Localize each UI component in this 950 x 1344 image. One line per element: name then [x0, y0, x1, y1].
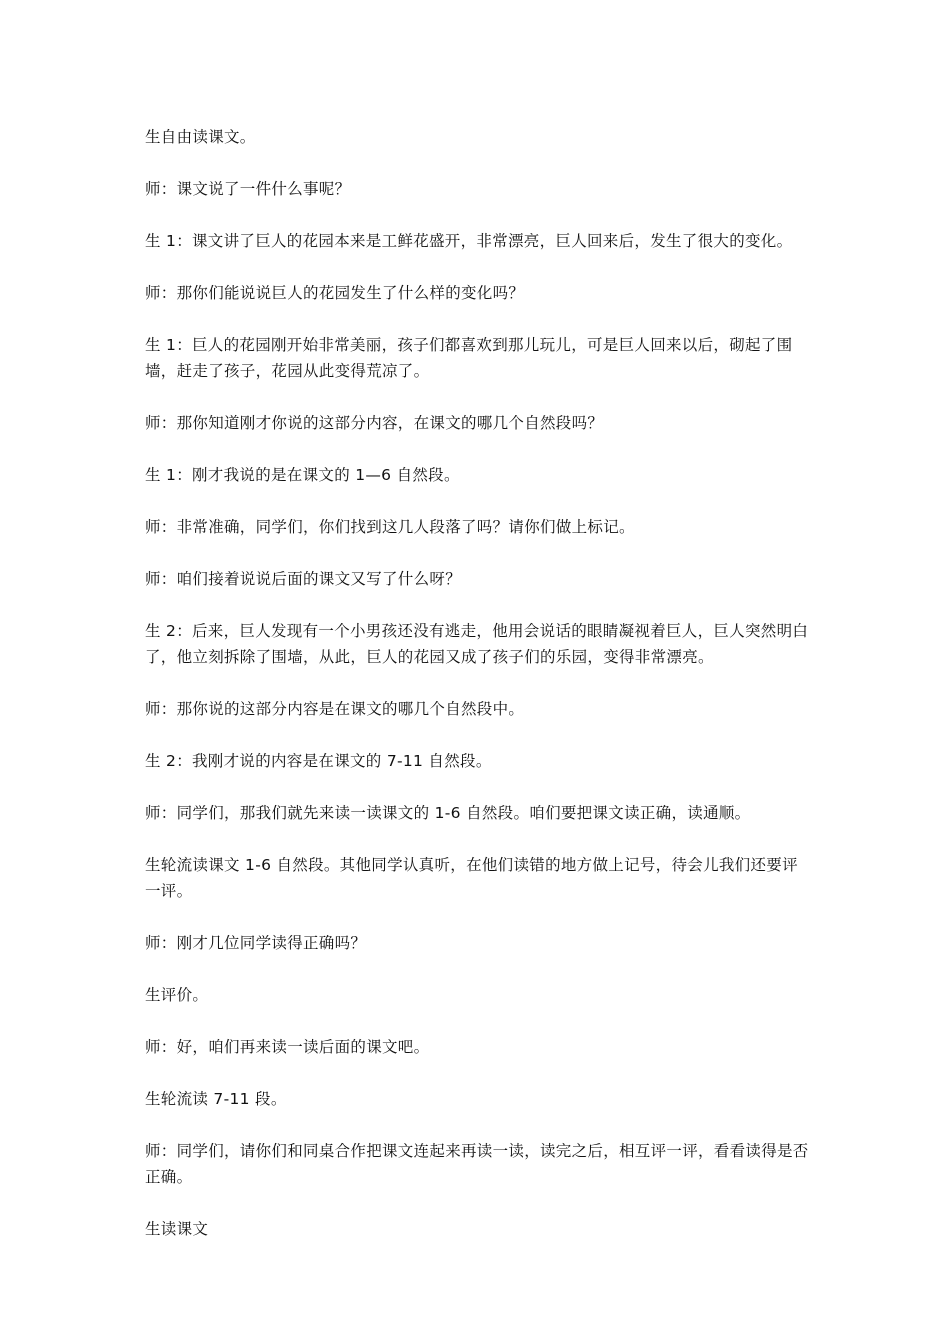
paragraph: 生 1：刚才我说的是在课文的 1—6 自然段。: [145, 466, 460, 484]
paragraph: 生 2：后来，巨人发现有一个小男孩还没有逃走，他用会说话的眼睛凝视着巨人，巨人突然明白了，他立刻拆除了围墙，从此，巨人的花园又成了孩子们的乐园，变得非常漂亮。: [145, 622, 809, 666]
paragraph: 师：好，咱们再来读一读后面的课文吧。: [145, 1038, 430, 1056]
paragraph: 生读课文: [145, 1220, 209, 1238]
paragraph: 生轮流读课文 1-6 自然段。其他同学认真听，在他们读错的地方做上记号，待会儿我们还要评一评。: [145, 856, 798, 900]
paragraph: 生轮流读 7-11 段。: [145, 1090, 287, 1108]
paragraph: 师：同学们，请你们和同桌合作把课文连起来再读一读，读完之后，相互评一评，看看读得是否正确。: [145, 1142, 809, 1186]
paragraph: 师：课文说了一件什么事呢？: [145, 180, 351, 198]
paragraph: 师：非常准确，同学们，你们找到这几人段落了吗？请你们做上标记。: [145, 518, 635, 536]
paragraph: 师：刚才几位同学读得正确吗？: [145, 934, 367, 952]
paragraph: 生自由读课文。: [145, 128, 256, 146]
paragraph: 师：那你知道刚才你说的这部分内容，在课文的哪几个自然段吗？: [145, 414, 604, 432]
paragraph: 生 1：巨人的花园刚开始非常美丽，孩子们都喜欢到那儿玩儿，可是巨人回来以后，砌起了围墙，赶走了孩子，花园从此变得荒凉了。: [145, 336, 793, 380]
paragraph: 师：咱们接着说说后面的课文又写了什么呀？: [145, 570, 462, 588]
paragraph: 生评价。: [145, 986, 209, 1004]
document-body: [145, 124, 810, 1268]
paragraph: 生 2：我刚才说的内容是在课文的 7-11 自然段。: [145, 752, 492, 770]
paragraph: 师：那你们能说说巨人的花园发生了什么样的变化吗？: [145, 284, 525, 302]
paragraph: 师：同学们，那我们就先来读一读课文的 1-6 自然段。咱们要把课文读正确，读通顺。: [145, 804, 751, 822]
paragraph: 生 1：课文讲了巨人的花园本来是工鲜花盛开，非常漂亮，巨人回来后，发生了很大的变化。: [145, 232, 793, 250]
paragraph: 师：那你说的这部分内容是在课文的哪几个自然段中。: [145, 700, 525, 718]
